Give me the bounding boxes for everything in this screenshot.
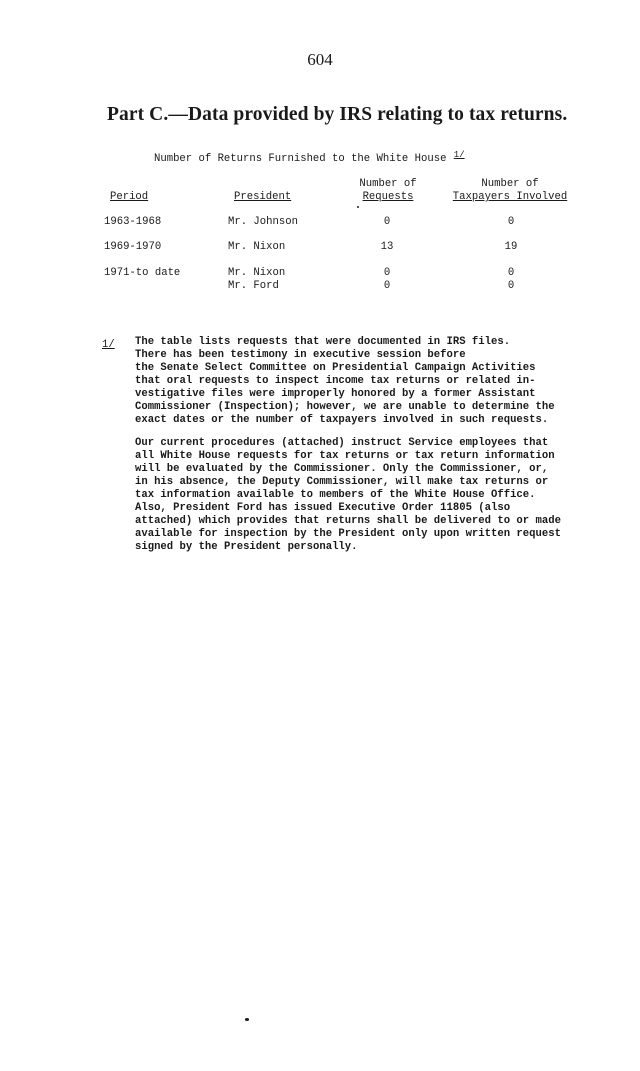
table-row-1-requests: 0 — [383, 216, 391, 228]
header-taxpayers-line2: Taxpayers Involved — [452, 191, 568, 203]
header-requests-line2: Requests — [362, 191, 414, 203]
footnote-p2-line: in his absence, the Deputy Commissioner, will make tax returns or — [135, 476, 549, 488]
header-requests-line1: Number of — [359, 178, 417, 190]
scan-speck — [357, 206, 359, 208]
table-row-2-president: Mr. Nixon — [228, 241, 286, 253]
table-row-4-taxpayers: 0 — [507, 280, 515, 292]
table-row-3-president: Mr. Nixon — [228, 267, 286, 279]
table-row-1-period: 1963-1968 — [104, 216, 162, 228]
table-row-3-taxpayers: 0 — [507, 267, 515, 279]
table-row-4-requests: 0 — [383, 280, 391, 292]
table-caption — [154, 150, 465, 165]
footnote-paragraph-1 — [135, 336, 575, 427]
footnote-marker: 1/ — [102, 339, 115, 351]
page-number: 604 — [307, 50, 333, 69]
header-period — [110, 191, 148, 204]
footnote-paragraph-2 — [135, 437, 575, 554]
footnote-p2-line: available for inspection by the President only upon written request — [135, 528, 561, 540]
header-taxpayers — [448, 178, 572, 204]
table-row-3-requests: 0 — [383, 267, 391, 279]
footnote-p2-line: will be evaluated by the Commissioner. Only the Commissioner, or, — [135, 463, 549, 475]
part-title: Part C.—Data provided by IRS relating to tax returns. — [107, 104, 568, 125]
table-row-2-taxpayers: 19 — [504, 241, 518, 253]
header-taxpayers-line1: Number of — [481, 178, 539, 190]
table-row-2-period: 1969-1970 — [104, 241, 162, 253]
header-period-label: Period — [110, 191, 149, 203]
footnote-p1-line: Commissioner (Inspection); however, we are unable to determine the — [135, 401, 555, 413]
header-requests — [340, 178, 436, 204]
footnote-p2-line: tax information available to members of the White House Office. — [135, 489, 536, 501]
footnote-p1-line: the Senate Select Committee on Presidential Campaign Activities — [135, 362, 536, 374]
footnote-p2-line: all White House requests for tax returns or tax return information — [135, 450, 555, 462]
table-caption-text: Number of Returns Furnished to the White House — [154, 153, 447, 165]
table-row-1-taxpayers: 0 — [507, 216, 515, 228]
footnote-p1-line: The table lists requests that were documented in IRS files. — [135, 336, 511, 348]
footnote-p1-line: vestigative files were improperly honored by a former Assistant — [135, 388, 536, 400]
footnote-p1-line: There has been testimony in executive session before — [135, 349, 466, 361]
scan-speck — [245, 1018, 249, 1021]
table-row-1-president: Mr. Johnson — [228, 216, 298, 228]
footnote-p2-line: attached) which provides that returns shall be delivered to or made — [135, 515, 561, 527]
caption-footnote-ref: 1/ — [453, 150, 465, 160]
table-row-4-president: Mr. Ford — [228, 280, 279, 292]
footnote-p2-line: Also, President Ford has issued Executive Order 11805 (also — [135, 502, 511, 514]
footnote-p2-line: Our current procedures (attached) instruct Service employees that — [135, 437, 549, 449]
footnote-p1-line: exact dates or the number of taxpayers involved in such requests. — [135, 414, 549, 426]
header-president-label: President — [234, 191, 292, 203]
footnote-p1-line: that oral requests to inspect income tax returns or related in- — [135, 375, 536, 387]
footnote-p2-line: signed by the President personally. — [135, 541, 358, 553]
table-row-3-period: 1971-to date — [104, 267, 181, 279]
header-president — [234, 191, 291, 204]
table-row-2-requests: 13 — [380, 241, 394, 253]
